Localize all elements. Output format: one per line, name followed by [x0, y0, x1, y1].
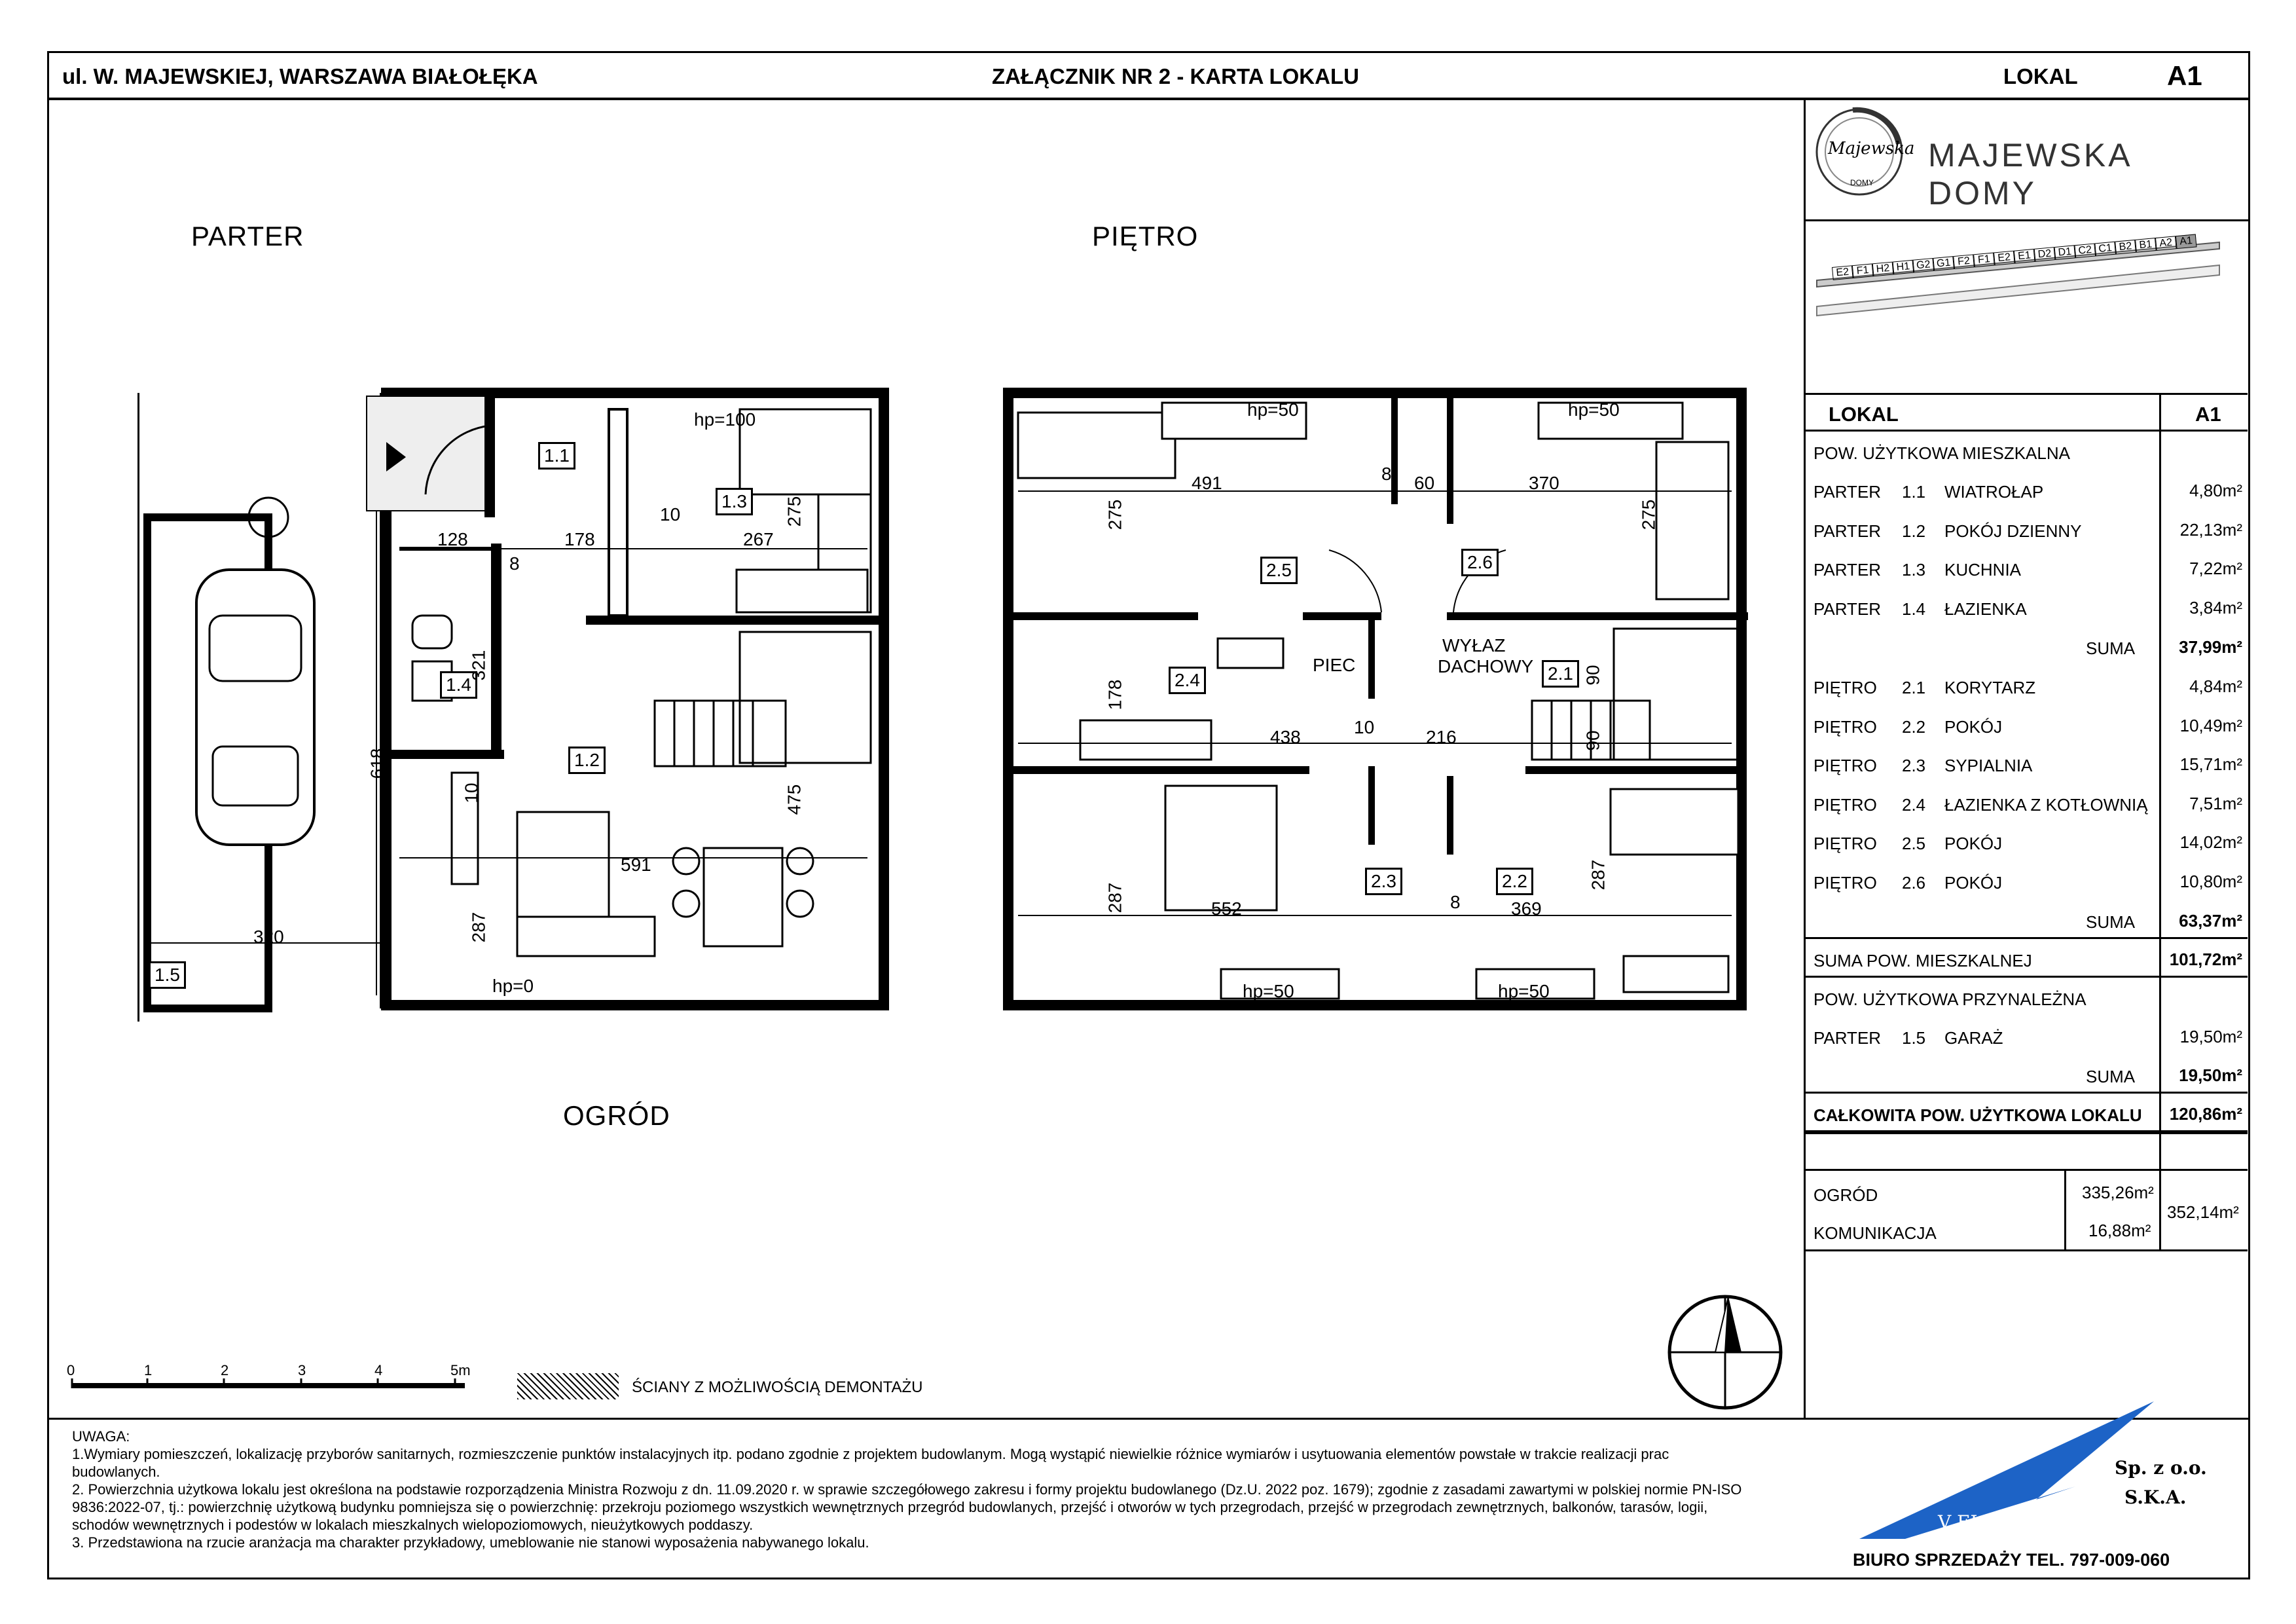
site-unit: E2 — [1994, 251, 2015, 266]
dimension: 10 — [1354, 717, 1375, 737]
dimension: 60 — [1414, 473, 1435, 493]
hp-label: hp=50 — [1568, 399, 1620, 420]
room-area: 22,13m² — [2179, 519, 2242, 540]
room-tag: 1.5 — [149, 961, 186, 989]
brand-logo — [1813, 105, 2239, 212]
room-area: 10,49m² — [2179, 715, 2242, 735]
room-level: PIĘTRO — [1813, 716, 1877, 737]
dimension: 275 — [1638, 499, 1659, 530]
sum-row: SUMA 19,50m² — [1806, 1055, 2248, 1094]
room-code: 2.1 — [1902, 678, 1926, 697]
outdoor-box: OGRÓD 335,26m² KOMUNIKACJA 16,88m² 352,14m² — [1806, 1169, 2248, 1251]
dimension: 10 — [660, 504, 681, 525]
room-name: POKÓJ — [1944, 872, 2003, 893]
hp-label: hp=50 — [1247, 399, 1299, 420]
room-tag: 2.2 — [1496, 868, 1533, 895]
site-unit: G1 — [1933, 256, 1954, 271]
room-code: 1.4 — [1902, 599, 1926, 619]
ogrod-label: OGRÓD — [563, 1100, 670, 1131]
room-code: 2.2 — [1902, 716, 1926, 737]
site-unit: F2 — [1953, 254, 1975, 269]
room-row: PARTER 1.5 GARAŻ 19,50m² — [1813, 1027, 2242, 1048]
room-tag: 1.4 — [440, 671, 477, 699]
room-name: ŁAZIENKA — [1944, 599, 2027, 619]
dimension: 275 — [1104, 499, 1125, 530]
room-name: KORYTARZ — [1944, 678, 2036, 697]
total-row: CAŁKOWITA POW. UŻYTKOWA LOKALU 120,86m² — [1806, 1094, 2248, 1134]
room-level: PIĘTRO — [1813, 794, 1877, 815]
room-code: 1.2 — [1902, 521, 1926, 541]
room-name: POKÓJ — [1944, 716, 2003, 737]
room-name: KUCHNIA — [1944, 560, 2022, 580]
sales-phone: BIURO SPRZEDAŻY TEL. 797-009-060 — [1853, 1550, 2170, 1570]
room-name: POKÓJ — [1944, 834, 2003, 853]
lokal-id: A1 — [2167, 60, 2202, 91]
company-suffix: Sp. z o.o. — [2115, 1457, 2207, 1479]
room-area: 10,80m² — [2179, 871, 2242, 891]
room-area: 15,71m² — [2179, 754, 2242, 774]
dimension: 267 — [743, 529, 774, 549]
site-unit: E2 — [1832, 265, 1853, 280]
room-area: 4,80m² — [2189, 481, 2242, 500]
room-area: 14,02m² — [2179, 832, 2242, 852]
room-tag: 1.1 — [538, 442, 575, 470]
room-level: PARTER — [1813, 521, 1882, 541]
hatch-swatch — [517, 1373, 619, 1399]
dimension: 369 — [1511, 898, 1542, 919]
room-area: 4,84m² — [2189, 676, 2242, 696]
dimension: 287 — [468, 912, 489, 943]
room-row — [1806, 666, 2248, 705]
annotation: PIEC — [1313, 655, 1356, 675]
room-row — [1806, 548, 2248, 587]
document-title: ZAŁĄCZNIK NR 2 - KARTA LOKALU — [992, 64, 1359, 88]
hp-label: hp=50 — [1498, 981, 1550, 1001]
dimension: 90 — [1582, 730, 1603, 751]
site-unit: C1 — [2094, 242, 2116, 257]
hatch-legend: ŚCIANY Z MOŻLIWOŚCIĄ DEMONTAŻU — [632, 1378, 923, 1396]
scale-tick: 3 — [298, 1362, 306, 1378]
dimension: 178 — [1104, 679, 1125, 710]
scale-tick: 2 — [221, 1362, 229, 1378]
site-unit: A2 — [2155, 236, 2177, 251]
lokal-label: LOKAL — [2003, 64, 2078, 88]
site-unit: E1 — [2014, 249, 2035, 264]
room-level: PARTER — [1813, 482, 1882, 502]
company-logo — [1840, 1401, 2213, 1578]
room-code: 2.5 — [1902, 834, 1926, 853]
room-row — [1806, 470, 2248, 509]
dimension: 321 — [468, 650, 489, 681]
hp-label: hp=0 — [492, 976, 534, 996]
room-tag: 1.3 — [716, 488, 753, 515]
address: ul. W. MAJEWSKIEJ, WARSZAWA BIAŁOŁĘKA — [62, 64, 538, 88]
dimension: 8 — [1381, 464, 1392, 484]
room-tag: 2.4 — [1169, 667, 1206, 694]
room-level: PIĘTRO — [1813, 678, 1877, 697]
room-row — [1806, 783, 2248, 822]
dimension: 128 — [437, 529, 468, 549]
section-title: POW. UŻYTKOWA MIESZKALNA — [1813, 443, 2070, 463]
room-name: WIATROŁAP — [1944, 482, 2044, 502]
dimension: 287 — [1104, 882, 1125, 913]
room-tag: 1.2 — [568, 747, 606, 774]
room-row — [1806, 587, 2248, 626]
site-unit: D1 — [2054, 245, 2076, 260]
room-level: PARTER — [1813, 560, 1882, 580]
room-name: POKÓJ DZIENNY — [1944, 521, 2082, 541]
room-code: 1.1 — [1902, 482, 1926, 502]
room-row — [1806, 861, 2248, 900]
pietro-label: PIĘTRO — [1092, 221, 1199, 251]
sum-row: SUMA 37,99m² — [2086, 637, 2242, 658]
site-unit: B2 — [2115, 240, 2136, 255]
north-arrow-icon — [1666, 1293, 1784, 1411]
annotation: DACHOWY — [1438, 656, 1534, 676]
dimension: 90 — [1582, 665, 1603, 686]
header-bar — [49, 53, 2248, 100]
room-code: 1.3 — [1902, 560, 1926, 580]
table-header: LOKAL A1 — [1806, 393, 2248, 432]
room-code: 2.6 — [1902, 872, 1926, 893]
room-code: 2.3 — [1902, 756, 1926, 775]
annotation: WYŁAZ — [1442, 635, 1506, 655]
site-unit: A1 — [2176, 234, 2197, 249]
dimension: 216 — [1426, 727, 1457, 747]
site-unit: F1 — [1852, 263, 1874, 278]
brand-name: MAJEWSKA DOMY — [1928, 137, 2131, 212]
site-unit: B1 — [2135, 238, 2157, 253]
room-level: PIĘTRO — [1813, 872, 1877, 893]
dimension: 320 — [253, 927, 284, 947]
room-tag: 2.3 — [1365, 868, 1402, 895]
room-name: SYPIALNIA — [1944, 756, 2033, 775]
room-tag: 2.5 — [1260, 557, 1298, 584]
notes: UWAGA: 1.Wymiary pomieszczeń, lokalizację przyborów sanitarnych, rozmieszczenie punktów instalacyjnych itp. podano zgodnie z projektem budowlanym. Mogą wystąpić niewielkie różnice wymiarów i usytuowania elementów powstałe w trakcie realizacji prac budowlanych. 2. Powierzchnia użytkowa lokalu jest określona na podstawie rozporządzenia Ministra Rozwoju z dn. 11.09.2020 r. w sprawie szczegółowego zakresu i formy projektu budowlanego (Dz.U. 2022 poz. 1679); zgodnie z zasadami zawartymi w polskiej normie PN-ISO 9836:2022-07, tj.: powierzchnię użytkową budynku pomniejsza się o powierzchnię: przekroju poziomego wszystkich wewnętrznych przegród budowlanych, przejść i otworów w tych przegrodach, przejść w przegrodach zewnętrznych, balkonów, tarasów, logii, schodów wewnętrznych i podestów w lokalach mieszkalnych wielopoziomowych, nieużytkowych poddaszy. 3. Przedstawiona na rzucie aranżacja ma charakter przykładowy, umeblowanie nie stanowi wyposażenia nabywanego lokalu. — [72, 1428, 1742, 1551]
dimension: 438 — [1270, 727, 1301, 747]
dimension: 591 — [621, 855, 651, 875]
company-name: V ELMIS GK — [1938, 1511, 2056, 1533]
room-tag: 2.6 — [1461, 549, 1499, 576]
room-area: 3,84m² — [2189, 597, 2242, 618]
room-level: PARTER — [1813, 599, 1882, 619]
site-unit: F1 — [1973, 253, 1995, 268]
scale-tick: 1 — [144, 1362, 153, 1378]
dimension: 618 — [367, 748, 388, 779]
parter-plan — [124, 380, 897, 1035]
room-name: ŁAZIENKA Z KOTŁOWNIĄ — [1944, 794, 2148, 815]
room-area: 7,22m² — [2189, 559, 2242, 578]
logo-small: DOMY — [1850, 178, 1874, 187]
scale-bar — [65, 1362, 491, 1398]
sum-mieszkalnej-row: SUMA POW. MIESZKALNEJ 101,72m² — [1806, 939, 2248, 978]
scale-tick: 5m — [450, 1362, 471, 1378]
divider-logo — [1804, 219, 2250, 221]
dimension: 178 — [564, 529, 595, 549]
dimension: 475 — [784, 784, 805, 815]
site-unit: D2 — [2034, 247, 2056, 262]
logo-script: Majewska — [1828, 139, 1915, 158]
room-tag: 2.1 — [1542, 660, 1579, 688]
site-unit: C2 — [2074, 243, 2096, 258]
section-title: POW. UŻYTKOWA PRZYNALEŻNA — [1813, 989, 2086, 1009]
hp-label: hp=50 — [1243, 981, 1294, 1001]
room-level: PIĘTRO — [1813, 834, 1877, 853]
room-row — [1806, 705, 2248, 744]
scale-tick: 0 — [67, 1362, 75, 1378]
site-unit: G2 — [1912, 258, 1934, 273]
room-code: 2.4 — [1902, 794, 1926, 815]
dimension: 370 — [1529, 473, 1559, 493]
sum-row: SUMA 63,37m² — [1806, 900, 2248, 939]
room-row — [1806, 744, 2248, 783]
dimension: 10 — [461, 783, 482, 803]
dimension: 8 — [1450, 892, 1461, 912]
dimension: 8 — [509, 553, 520, 574]
hp-label: hp=100 — [694, 409, 756, 430]
site-unit: H2 — [1872, 262, 1894, 277]
room-area: 7,51m² — [2189, 793, 2242, 813]
scale-tick: 4 — [374, 1362, 383, 1378]
room-row — [1806, 509, 2248, 548]
parter-label: PARTER — [191, 221, 304, 251]
site-plan — [1813, 236, 2239, 341]
company-suffix: S.K.A. — [2124, 1486, 2187, 1508]
room-row — [1806, 822, 2248, 860]
site-unit: H1 — [1893, 260, 1914, 275]
dimension: 552 — [1211, 898, 1242, 919]
dimension: 275 — [784, 496, 805, 527]
dimension: 491 — [1192, 473, 1222, 493]
room-level: PIĘTRO — [1813, 756, 1877, 775]
dimension: 287 — [1588, 859, 1609, 891]
